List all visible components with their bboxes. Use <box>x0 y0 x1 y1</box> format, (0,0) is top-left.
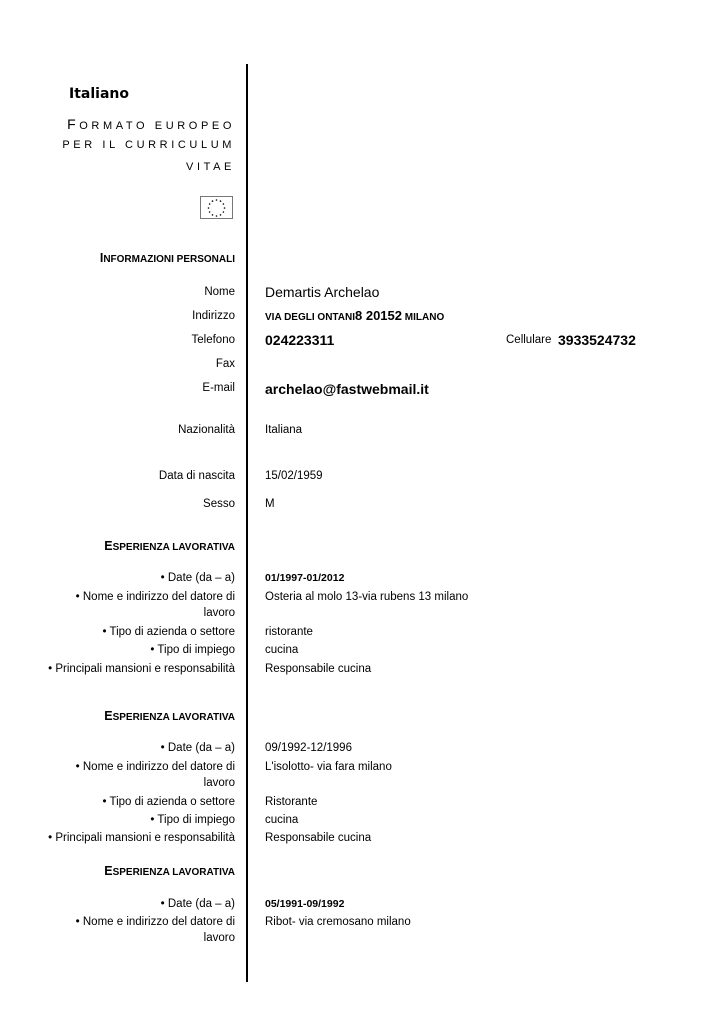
value-tipo-impiego: cucina <box>265 814 299 826</box>
value-mansioni: Responsabile cucina <box>265 832 372 844</box>
value-data-nascita: 15/02/1959 <box>265 470 323 482</box>
label-tipo-impiego: • Tipo di impiego <box>150 814 235 826</box>
label-cellulare: Cellulare <box>506 334 552 346</box>
value-cellulare: 3933524732 <box>558 332 636 348</box>
value-email[interactable]: archelao@fastwebmail.it <box>265 381 429 397</box>
label-tipo-impiego: • Tipo di impiego <box>150 644 235 656</box>
value-nome: Demartis Archelao <box>265 284 380 300</box>
label-datore: • Nome e indirizzo del datore di lavoro <box>75 916 235 944</box>
value-tipo-azienda: ristorante <box>265 626 313 638</box>
value-date: 01/1997-01/2012 <box>265 572 345 584</box>
label-email: E-mail <box>202 382 235 394</box>
section-experience-1: ESPERIENZA LAVORATIVA <box>104 539 235 553</box>
value-date: 05/1991-09/1992 <box>265 898 345 910</box>
label-sesso: Sesso <box>203 498 235 510</box>
section-experience-3: ESPERIENZA LAVORATIVA <box>104 864 235 878</box>
label-date: • Date (da – a) <box>160 742 235 754</box>
label-data-nascita: Data di nascita <box>158 470 235 482</box>
value-mansioni: Responsabile cucina <box>265 663 372 675</box>
value-datore: Osteria al molo 13-via rubens 13 milano <box>265 591 469 603</box>
section-personal-info: INFORMAZIONI PERSONALI <box>99 251 235 265</box>
format-title-line-1: FORMATO EUROPEO <box>67 116 235 132</box>
format-title-line-2: PER IL CURRICULUM <box>62 139 235 151</box>
label-datore: • Nome e indirizzo del datore di lavoro <box>75 591 235 619</box>
value-telefono: 024223311 <box>265 332 335 348</box>
value-datore: L'isolotto- via fara milano <box>265 761 392 773</box>
eu-flag-icon <box>200 196 233 219</box>
label-tipo-azienda: • Tipo di azienda o settore <box>102 626 235 638</box>
value-tipo-impiego: cucina <box>265 644 299 656</box>
column-divider <box>246 64 248 982</box>
label-indirizzo: Indirizzo <box>192 310 235 322</box>
section-experience-2: ESPERIENZA LAVORATIVA <box>104 709 235 723</box>
label-nome: Nome <box>204 286 235 298</box>
value-datore: Ribot- via cremosano milano <box>265 916 411 928</box>
label-tipo-azienda: • Tipo di azienda o settore <box>102 796 235 808</box>
label-mansioni: • Principali mansioni e responsabilità <box>48 663 235 675</box>
label-datore: • Nome e indirizzo del datore di lavoro <box>75 761 235 789</box>
label-date: • Date (da – a) <box>160 898 235 910</box>
value-date: 09/1992-12/1996 <box>265 742 352 754</box>
label-mansioni: • Principali mansioni e responsabilità <box>48 832 235 844</box>
value-sesso: M <box>265 498 275 510</box>
language-label: Italiano <box>69 86 129 102</box>
format-title-line-3: VITAE <box>186 161 235 173</box>
value-tipo-azienda: Ristorante <box>265 796 318 808</box>
label-fax: Fax <box>215 358 235 370</box>
label-telefono: Telefono <box>191 334 235 346</box>
label-date: • Date (da – a) <box>160 572 235 584</box>
label-nazionalita: Nazionalità <box>178 424 235 436</box>
value-nazionalita: Italiana <box>265 424 303 436</box>
value-indirizzo: VIA DEGLI ONTANI8 20152 MILANO <box>265 308 445 323</box>
